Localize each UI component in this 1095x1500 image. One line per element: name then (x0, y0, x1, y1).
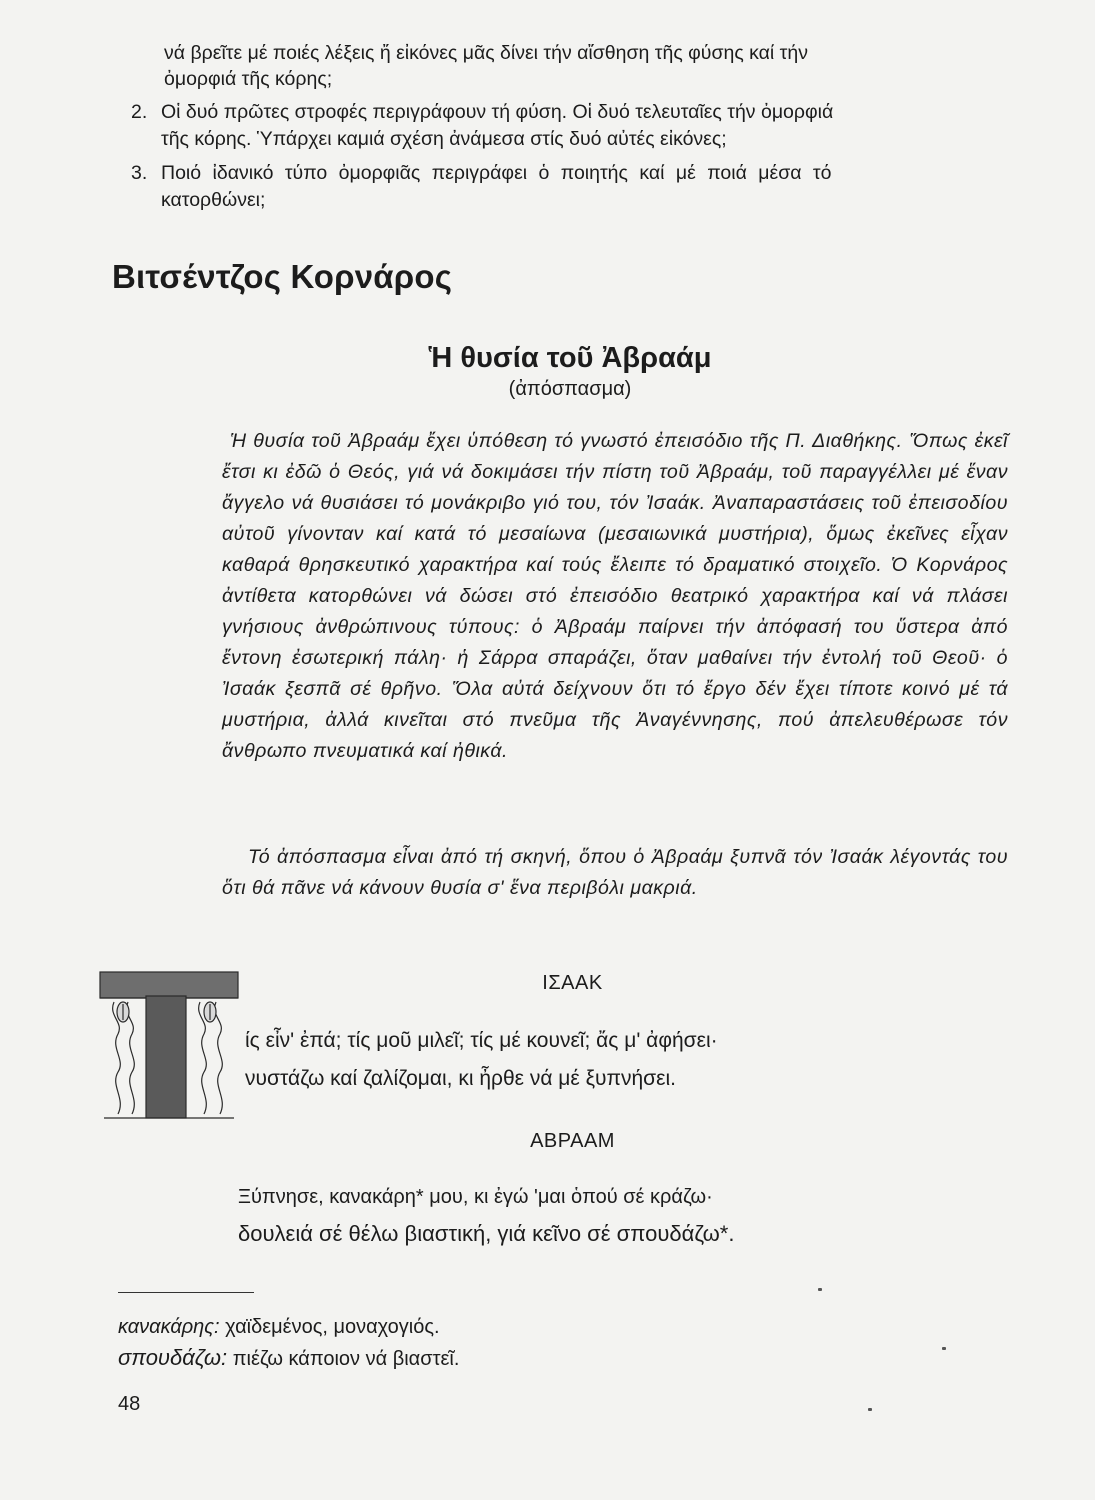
abraam-verse-line-2: δουλειά σέ θέλω βιαστική, γιά κεῖνο σέ σπουδάζω*. (238, 1221, 735, 1246)
decorated-initial-tau (96, 968, 242, 1122)
page-number: 48 (118, 1393, 141, 1415)
poem-subtitle: (ἀπόσπασμα) (508, 378, 632, 400)
question-1-line-1: νά βρεῖτε μέ ποιές λέξεις ἤ εἰκόνες μᾶς δίνει τήν αἴσθηση τῆς φύσης καί τήν (164, 42, 808, 64)
footnote-spoudazo (118, 1343, 459, 1374)
isaak-verse-line-2: νυστάζω καί ζαλίζομαι, κι ἦρθε νά μέ ξυπνήσει. (245, 1067, 676, 1090)
question-3-line-2: κατορθώνει; (161, 189, 266, 211)
footnote-definition: πιέζω κάποιον νά βιαστεῖ. (232, 1348, 460, 1370)
question-2-line-1: Οἱ δυό πρῶτες στροφές περιγράφουν τή φύση. Οἱ δυό τελευταῖες τήν ὀμορφιά (161, 101, 834, 123)
isaak-verse-line-1: ίς εἶν' ἐπά; τίς μοῦ μιλεῖ; τίς μέ κουνεῖ; ἄς μ' ἀφήσει· (245, 1029, 718, 1052)
question-3-line-1: Ποιό ἰδανικό τύπο ὀμορφιᾶς περιγράφει ὁ ποιητής καί μέ ποιά μέσα τό (161, 162, 832, 184)
question-2-number: 2. (131, 101, 148, 123)
footnote-rule (118, 1292, 254, 1293)
question-1-line-2: ὀμορφιά τῆς κόρης; (164, 68, 333, 90)
footnote-term: κανακάρης: (118, 1316, 220, 1338)
speaker-abraam: ΑΒΡΑΑΜ (530, 1130, 615, 1152)
poem-title: Ἡ θυσία τοῦ Ἀβραάμ (428, 342, 712, 374)
question-3-number: 3. (131, 162, 148, 184)
footnote-definition: χαϊδεμένος, μοναχογιός. (225, 1316, 440, 1338)
abraam-verse-line-1: Ξύπνησε, κανακάρη* μου, κι ἐγώ 'μαι ὁπού σέ κράζω· (238, 1186, 713, 1208)
scene-paragraph: Τό ἀπόσπασμα εἶναι ἀπό τή σκηνή, ὅπου ὁ Ἀβραάμ ξυπνᾶ τόν Ἰσαάκ λέγοντάς του ὅτι θά πᾶνε νά κάνουν θυσία σ' ἕνα περιβόλι μακριά. (222, 846, 1008, 899)
author-heading: Βιτσέντζος Κορνάρος (112, 258, 453, 295)
footnote-kanakaris (118, 1312, 440, 1342)
intro-paragraph: Ἡ θυσία τοῦ Ἀβραάμ ἔχει ὑπόθεση τό γνωστό ἐπεισόδιο τῆς Π. Διαθήκης. Ὅπως ἐκεῖ ἔτσι κι ἐδῶ ὁ Θεός, γιά νά δοκιμάσει τήν πίστη τοῦ Ἀβραάμ, τοῦ παραγγέλλει μέ ἕναν ἄγγελο νά θυσιάσει τό μονάκριβο γιό του, τόν Ἰσαάκ. Ἀναπαραστάσεις τοῦ ἐπεισοδίου αὐτοῦ γίνονταν καί κατά τό μεσαίωνα (μεσαιωνικά μυστήρια), ὅμως ἐκεῖνες εἶχαν καθαρά θρησκευτικό χαρακτήρα καί τούς ἔλειπε τό δραματικό στοιχεῖο. Ὁ Κορνάρος ἀντίθετα κατορθώνει νά δώσει στό ἐπεισόδιο θεατρικό χαρακτήρα καί νά πλάσει γνήσιους ἀνθρώπινους τύπους: ὁ Ἀβραάμ παίρνει τήν ἀπόφασή του ὕστερα ἀπό ἔντονη ἐσωτερική πάλη· ἡ Σάρρα σπαράζει, ὅταν μαθαίνει τήν ἐντολή τοῦ Θεοῦ· ὁ Ἰσαάκ ξεσπᾶ σέ θρῆνο. Ὅλα αὐτά δείχνουν ὅτι τό ἔργο δέν ἔχει τίποτε κοινό μέ τά μυστήρια, ἀλλά κινεῖται στό πνεῦμα τῆς Ἀναγέννησης, πού ἀπελευθέρωσε τόν ἄνθρωπο πνευματικά καί ἠθικά. (222, 430, 1008, 762)
question-2-line-2: τῆς κόρης. Ὑπάρχει καμιά σχέση ἀνάμεσα στίς δυό αὐτές εἰκόνες; (161, 128, 727, 150)
footnote-term: σπουδάζω: (118, 1345, 228, 1370)
scan-speck (818, 1288, 822, 1291)
scan-speck (942, 1347, 946, 1350)
scan-speck (868, 1408, 872, 1411)
speaker-isaak: ΙΣΑΑΚ (542, 972, 603, 994)
